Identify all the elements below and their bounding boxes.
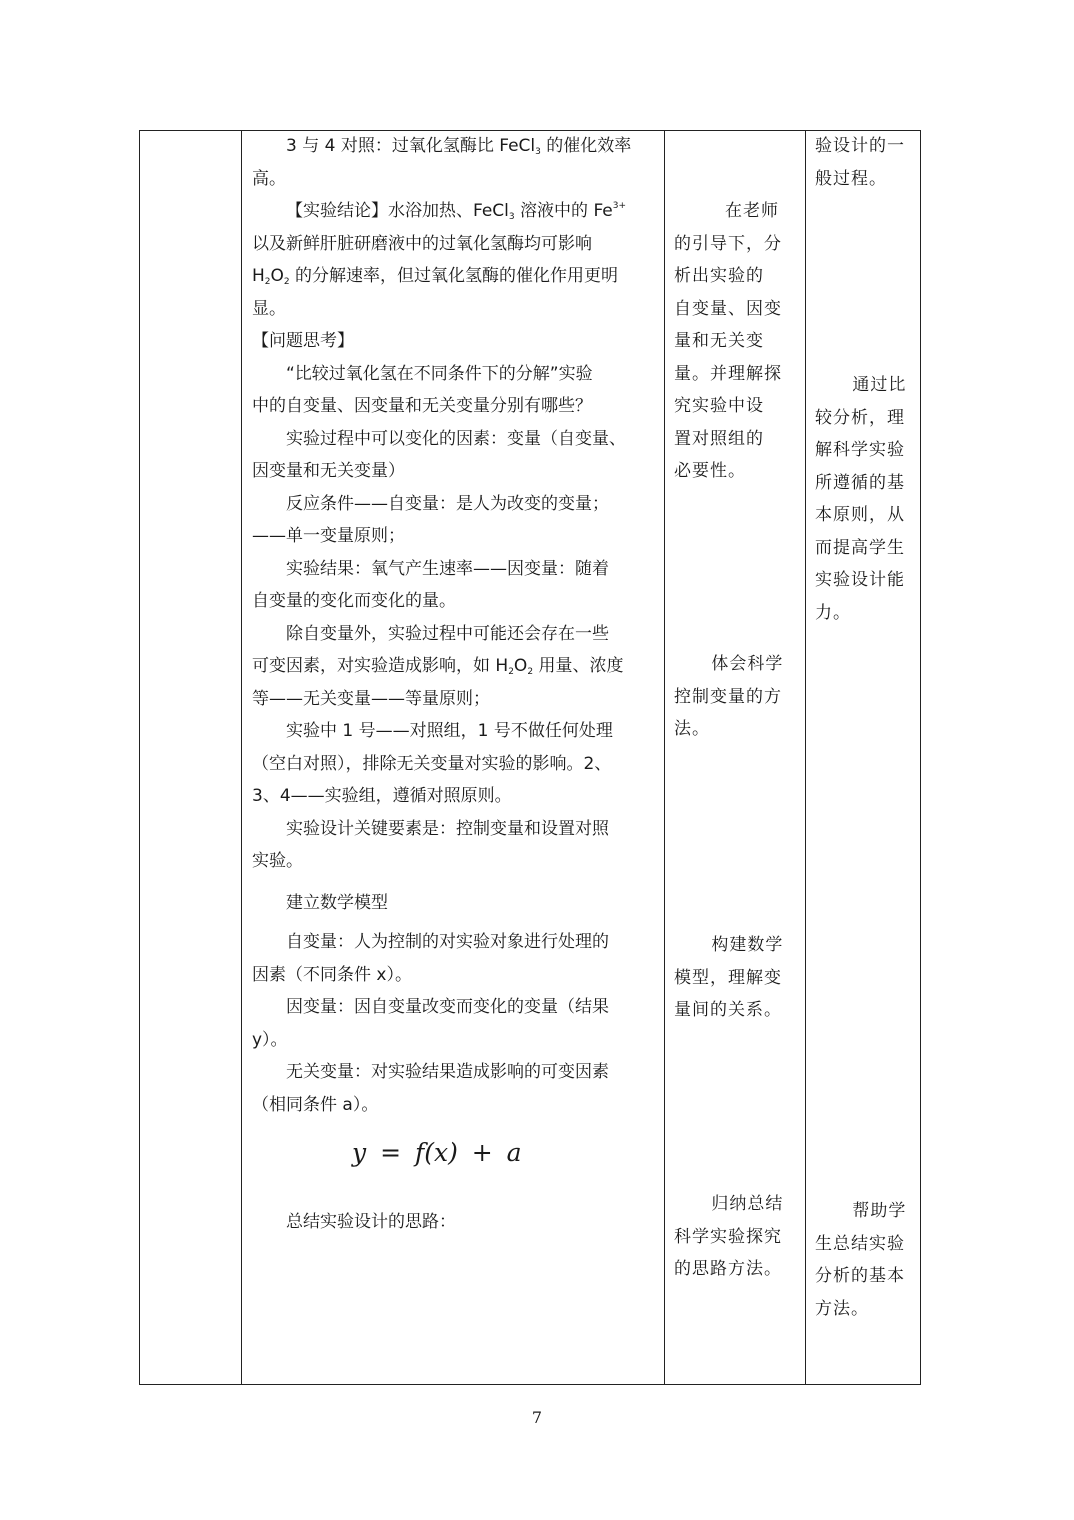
intent-line: 帮助学 [852, 1201, 907, 1221]
variables-line: 因变量和无关变量） [252, 461, 405, 481]
activity-line: 的引导下，分 [674, 233, 782, 254]
result-line: 自变量的变化而变化的量。 [252, 591, 456, 611]
independent-variable-line: 因素（不同条件 x）。 [252, 964, 412, 985]
activity-line: 量和无关变 [674, 331, 764, 351]
model-heading: 建立数学模型 [286, 892, 388, 913]
activity-line: 法。 [674, 719, 710, 739]
reaction-line: 反应条件——自变量：是人为改变的变量； [286, 493, 609, 514]
activity-line: 科学实验探究 [674, 1226, 782, 1247]
conclusion-line: $H_2O_2$ 的分解速率，但过氧化氢酶的催化作用更明 [252, 266, 619, 287]
activity-line: 自变量、因变 [674, 298, 782, 319]
intent-line: 通过比 [852, 375, 907, 395]
question-heading: 【问题思考】 [252, 331, 354, 351]
dependent-variable-line: y）。 [252, 1029, 288, 1050]
design-intent-block-3 [815, 1195, 913, 1325]
control-line: （空白对照），排除无关变量对实验的影响。2、 [252, 753, 612, 774]
activity-line: 模型，理解变 [674, 967, 782, 988]
intent-line: 生总结实验 [815, 1233, 905, 1254]
reaction-line: ——单一变量原则； [252, 526, 405, 546]
activity-line: 控制变量的方 [674, 686, 782, 707]
content-column [252, 130, 658, 1239]
table-col-border [139, 130, 140, 1385]
table-col-border [241, 130, 242, 1385]
extraneous-line: 除自变量外，实验过程中可能还会存在一些 [286, 623, 609, 644]
student-activity-block-4 [674, 1188, 798, 1286]
controlled-variable-line: （相同条件 a）。 [252, 1094, 379, 1115]
math-model-formula: y = f(x) + a [352, 1138, 522, 1167]
conclusion-line: 以及新鲜肝脏研磨液中的过氧化氢酶均可影响 [252, 233, 592, 254]
intent-line: 解科学实验 [815, 440, 905, 460]
design-intent-block-2 [815, 369, 913, 629]
dependent-variable-line: 因变量：因自变量改变而变化的变量（结果 [286, 997, 609, 1017]
activity-line: 在老师 [725, 201, 779, 221]
variables-line: 实验过程中可以变化的因素：变量（自变量、 [286, 428, 626, 449]
experiment-conclusion: 【实验结论】水浴加热、FeCl$_3$ 溶液中的 $Fe^{3+}$ [286, 201, 627, 222]
table-col-border [920, 130, 921, 1385]
control-line: 3、4——实验组，遵循对照原则。 [252, 786, 512, 806]
student-activity-block-3 [674, 929, 798, 1027]
intent-line: 验设计的一 [815, 136, 905, 156]
activity-line: 构建数学 [711, 935, 784, 955]
activity-line: 究实验中设 [674, 396, 764, 416]
controlled-variable-line: 无关变量：对实验结果造成影响的可变因素 [286, 1062, 609, 1082]
intent-line: 所遵循的基 [815, 472, 905, 493]
activity-line: 归纳总结 [711, 1194, 784, 1214]
activity-line: 析出实验的 [674, 266, 764, 286]
result-line: 实验结果：氧气产生速率——因变量：随着 [286, 558, 609, 579]
activity-line: 体会科学 [711, 654, 784, 674]
intent-line: 力。 [815, 602, 851, 623]
summary-line: 总结实验设计的思路： [286, 1212, 456, 1232]
page-number: 7 [531, 1408, 543, 1427]
activity-line: 的思路方法。 [674, 1259, 782, 1279]
table-col-border [805, 130, 806, 1385]
intent-line: 分析的基本 [815, 1266, 905, 1286]
question-line: 中的自变量、因变量和无关变量分别有哪些？ [252, 396, 592, 416]
conclusion-line: 显。 [252, 298, 286, 319]
table-col-border [664, 130, 665, 1385]
key-elements-line: 实验设计关键要素是：控制变量和设置对照 [286, 818, 609, 839]
intent-line: 而提高学生 [815, 537, 905, 558]
intent-line: 方法。 [815, 1298, 869, 1319]
comparison-line: 3 与 4 对照：过氧化氢酶比 FeCl$_3$ 的催化效率 [286, 136, 632, 157]
activity-line: 置对照组的 [674, 428, 764, 449]
extraneous-line: 可变因素，对实验造成影响，如 $H_2O_2$ 用量、浓度 [252, 656, 624, 677]
activity-line: 量间的关系。 [674, 1000, 782, 1020]
student-activity-block-1 [674, 195, 798, 488]
control-line: 实验中 1 号——对照组，1 号不做任何处理 [286, 721, 613, 741]
design-intent-block-1 [815, 130, 913, 195]
key-elements-line: 实验。 [252, 851, 303, 871]
student-activity-block-2 [674, 648, 798, 746]
question-line: “比较过氧化氢在不同条件下的分解”实验 [286, 363, 593, 384]
comparison-line-end: 高。 [252, 168, 286, 189]
intent-line: 较分析，理 [815, 407, 905, 428]
table-bottom-border [139, 1384, 921, 1385]
intent-line: 实验设计能 [815, 570, 905, 590]
extraneous-line: 等——无关变量——等量原则； [252, 688, 490, 709]
activity-line: 必要性。 [674, 461, 746, 481]
activity-line: 量。并理解探 [674, 363, 782, 384]
intent-line: 本原则，从 [815, 505, 905, 525]
intent-line: 般过程。 [815, 168, 887, 189]
independent-variable-line: 自变量：人为控制的对实验对象进行处理的 [286, 932, 609, 952]
